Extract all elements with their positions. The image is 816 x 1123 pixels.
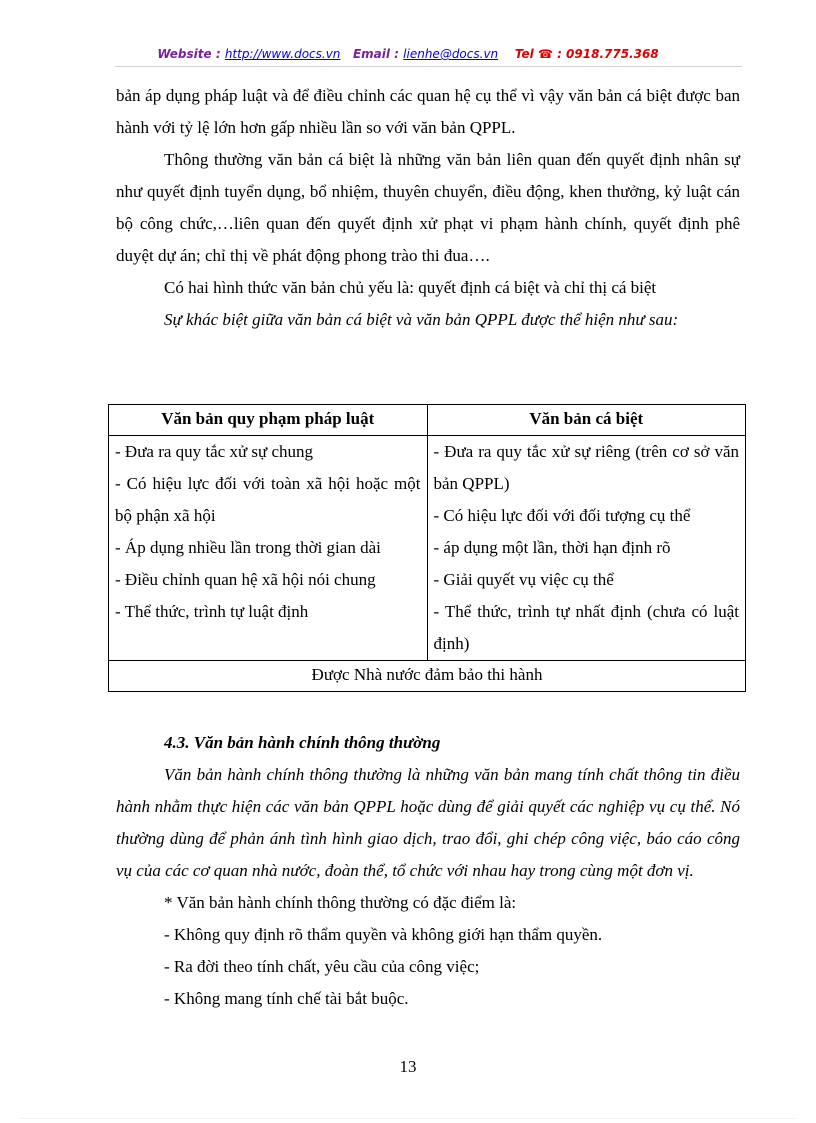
table-item: - Thể thức, trình tự nhất định (chưa có luật định) xyxy=(433,602,739,653)
table-cell-qppl xyxy=(109,436,428,661)
table-footer: Được Nhà nước đảm bảo thi hành xyxy=(109,661,746,692)
table-item: - Giải quyết vụ việc cụ thể xyxy=(433,570,614,589)
table-footer-row xyxy=(109,661,746,692)
table-item: - áp dụng một lần, thời hạn định rõ xyxy=(433,538,671,557)
table-body-row xyxy=(109,436,746,661)
table-item: - Đưa ra quy tắc xử sự chung xyxy=(115,442,314,461)
table-header-row xyxy=(109,405,746,436)
comparison-table xyxy=(108,404,746,692)
table-item: - Áp dụng nhiều lần trong thời gian dài xyxy=(115,538,381,557)
section-intro: Văn bản hành chính thông thường là những văn bản mang tính chất thông tin điều hành nhằm thực hiện các văn bản QPPL hoặc dùng để giải quyết các nghiệp vụ cụ thể. Nó thường dùng để phản ánh tình hình giao dịch, trao đổi, ghi chép công việc, báo cáo công vụ của các cơ quan nhà nước, đoàn thể, tổ chức với nhau hay trong cùng một đơn vị. xyxy=(116,765,740,880)
paragraph-1: bản áp dụng pháp luật và để điều chỉnh các quan hệ cụ thể vì vậy văn bản cá biệt được ban hành với tỷ lệ lớn hơn gấp nhiều lần so với văn bản QPPL. xyxy=(116,86,740,137)
phone-text: Tel ☎ : 0918.775.368 xyxy=(514,47,659,61)
website-label: Website : xyxy=(157,47,221,61)
email-link[interactable]: lienhe@docs.vn xyxy=(403,47,499,61)
paragraph-3: Có hai hình thức văn bản chủ yếu là: quyết định cá biệt và chỉ thị cá biệt xyxy=(164,278,657,297)
table-item: - Điều chỉnh quan hệ xã hội nói chung xyxy=(115,570,376,589)
table-header-individual: Văn bản cá biệt xyxy=(427,405,746,436)
page-number: 13 xyxy=(399,1057,417,1076)
header-divider xyxy=(115,66,742,67)
section-title: 4.3. Văn bản hành chính thông thường xyxy=(164,733,441,752)
footer-divider xyxy=(20,1118,796,1119)
table-item: - Có hiệu lực đối với toàn xã hội hoặc một bộ phận xã hội xyxy=(115,474,421,525)
feature-item: - Không quy định rõ thẩm quyền và không giới hạn thẩm quyền. xyxy=(164,925,603,944)
page-body xyxy=(116,80,740,336)
feature-item: - Ra đời theo tính chất, yêu cầu của công việc; xyxy=(164,957,480,976)
table-cell-individual xyxy=(427,436,746,661)
table-item: - Đưa ra quy tắc xử sự riêng (trên cơ sở văn bản QPPL) xyxy=(433,442,739,493)
features-heading: * Văn bản hành chính thông thường có đặc điểm là: xyxy=(164,893,517,912)
paragraph-4: Sự khác biệt giữa văn bản cá biệt và văn bản QPPL được thể hiện như sau: xyxy=(164,310,679,329)
section-4-3 xyxy=(116,727,740,1015)
table-header-qppl: Văn bản quy phạm pháp luật xyxy=(109,405,428,436)
email-label: Email : xyxy=(352,47,399,61)
table-item: - Thể thức, trình tự luật định xyxy=(115,602,309,621)
table-item: - Có hiệu lực đối với đối tượng cụ thể xyxy=(433,506,691,525)
feature-item: - Không mang tính chế tài bắt buộc. xyxy=(164,989,409,1008)
website-link[interactable]: http://www.docs.vn xyxy=(224,47,341,61)
paragraph-2: Thông thường văn bản cá biệt là những văn bản liên quan đến quyết định nhân sự như quyết định tuyển dụng, bổ nhiệm, thuyên chuyển, điều động, khen thưởng, kỷ luật cán bộ công chức,…liên quan đến quyết định xử phạt vi phạm hành chính, quyết định phê duyệt dự án; chỉ thị về phát động phong trào thi đua…. xyxy=(116,150,740,265)
page-header xyxy=(0,47,816,61)
